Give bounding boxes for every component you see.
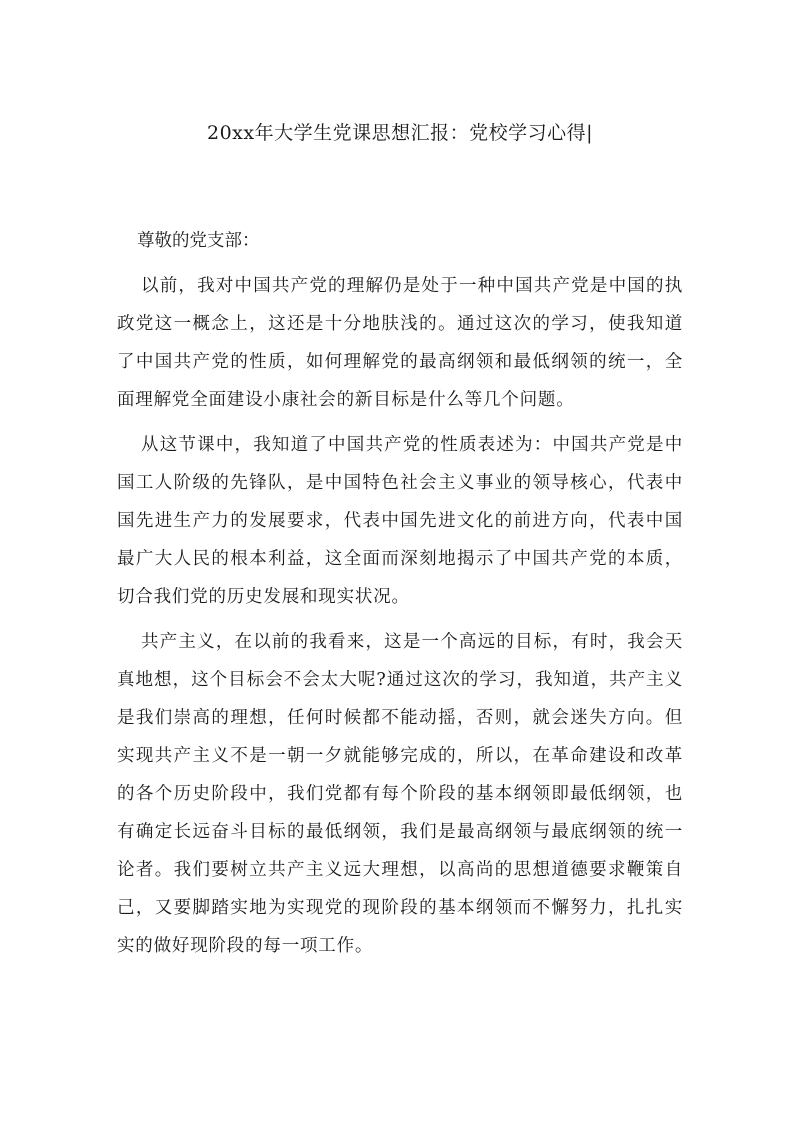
paragraph-understanding: 以前，我对中国共产党的理解仍是处于一种中国共产党是中国的执政党这一概念上，这还是十分地肤浅的。通过这次的学习，使我知道了中国共产党的性质，如何理解党的最高纲领和最低纲领的统一，全面理解党全面建设小康社会的新目标是什么等几个问题。 <box>117 276 683 410</box>
salutation: 尊敬的党支部： <box>137 231 260 251</box>
paragraph-party-nature: 从这节课中，我知道了中国共产党的性质表述为：中国共产党是中国工人阶级的先锋队，是中国特色社会主义事业的领导核心，代表中国先进生产力的发展要求，代表中国先进文化的前进方向，代表中国最广大人民的根本利益，这全面而深刻地揭示了中国共产党的本质，切合我们党的历史发展和现实状况。 <box>117 435 683 607</box>
document-body <box>117 222 683 972</box>
paragraph-communism-ideal: 共产主义，在以前的我看来，这是一个高远的目标，有时，我会天真地想，这个目标会不会太大呢?通过这次的学习，我知道，共产主义是我们崇高的理想，任何时候都不能动摇，否则，就会迷失方向。但实现共产主义不是一朝一夕就能够完成的，所以，在革命建设和改革的各个历史阶段中，我们党都有每个阶段的基本纲领即最低纲领，也有确定长远奋斗目标的最低纲领，我们是最高纲领与最底纲领的统一论者。我们要树立共产主义远大理想，以高尚的思想道德要求鞭策自己，又要脚踏实地为实现党的现阶段的基本纲领而不懈努力，扎扎实实的做好现阶段的每一项工作。 <box>117 632 683 956</box>
document-title: 20xx年大学生党课思想汇报：党校学习心得| <box>206 122 593 144</box>
